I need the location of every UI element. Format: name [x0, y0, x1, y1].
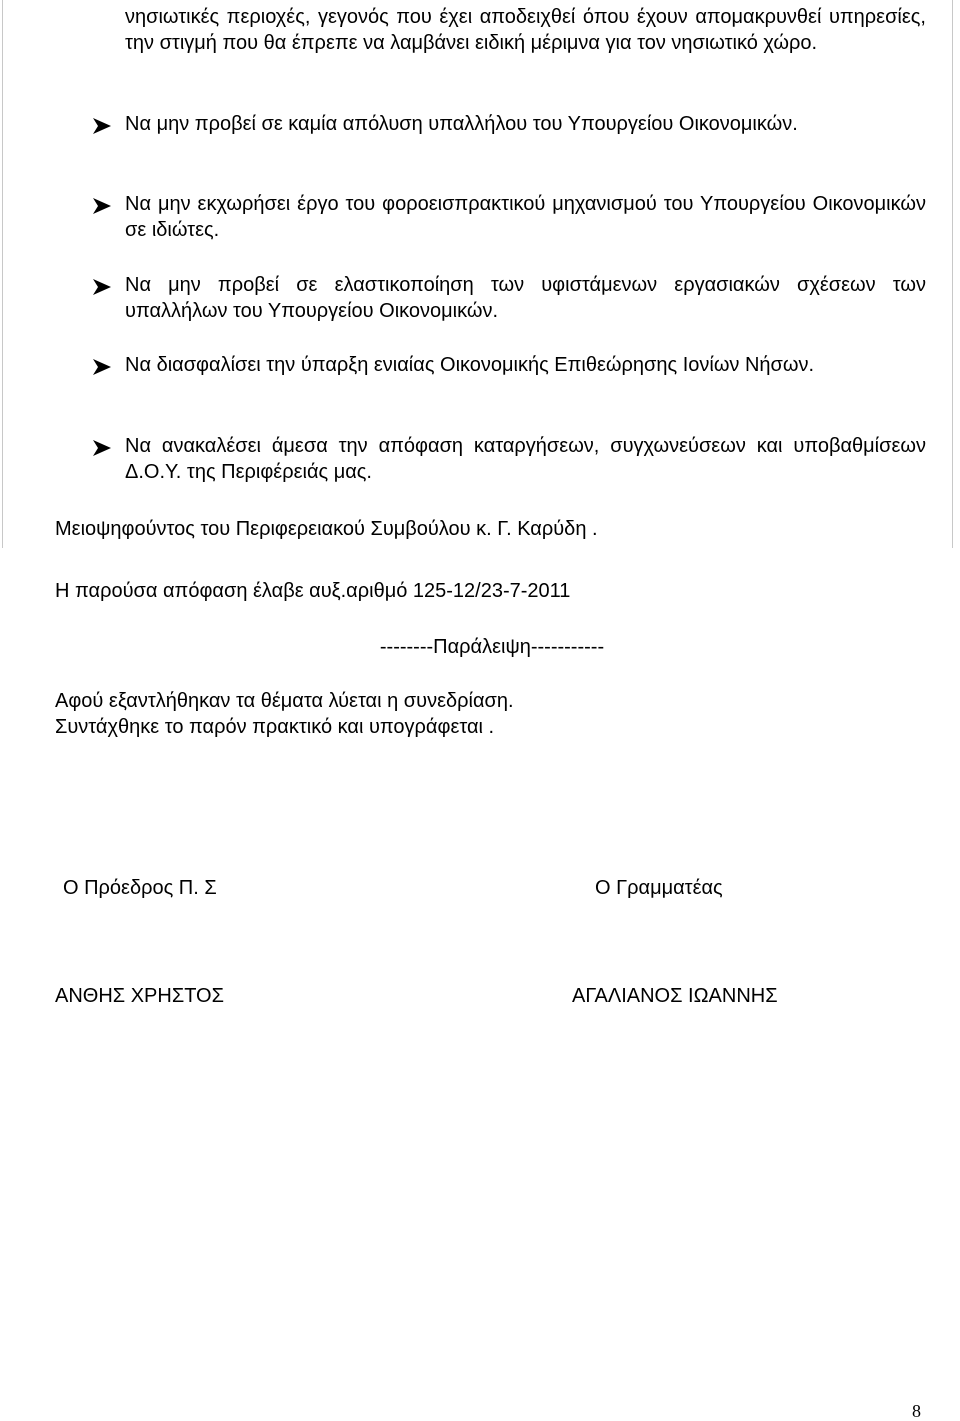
demand-item-3: Να μην προβεί σε ελαστικοποίηση των υφιστάμενων εργασιακών σχέσεων των υπαλλήλων του Υπουργείου Οικονομικών.	[125, 274, 926, 322]
continuation-paragraph: νησιωτικές περιοχές, γεγονός που έχει αποδειχθεί όπου έχουν απομακρυνθεί υπηρεσίες, την στιγμή που θα έπρεπε να λαμβάνει ειδική μέριμνα για τον νησιωτικό χώρο.	[125, 6, 926, 54]
omission-marker: --------Παράλειψη-----------	[379, 636, 605, 658]
arrow-bullet-icon	[92, 358, 112, 376]
arrow-bullet-icon	[92, 278, 112, 296]
page-frame-right-border	[952, 0, 953, 548]
demand-item-2: Να μην εκχωρήσει έργο του φοροεισπρακτικού μηχανισμού του Υπουργείου Οικονομικών σε ιδιώτες.	[125, 193, 926, 241]
demand-item-1: Να μην προβεί σε καμία απόλυση υπαλλήλου του Υπουργείου Οικονομικών.	[125, 113, 798, 135]
president-name: ΑΝΘΗΣ ΧΡΗΣΤΟΣ	[55, 985, 224, 1007]
decision-number-line: Η παρούσα απόφαση έλαβε αυξ.αριθμό 125-12/23-7-2011	[55, 580, 571, 602]
demand-item-4: Να διασφαλίσει την ύπαρξη ενιαίας Οικονομικής Επιθεώρησης Ιονίων Νήσων.	[125, 354, 815, 376]
closing-line-2: Συντάχθηκε το παρόν πρακτικό και υπογράφεται .	[55, 716, 495, 738]
minority-vote-line: Μειοψηφούντος του Περιφερειακού Συμβούλου κ. Γ. Καρύδη .	[55, 518, 598, 540]
page-frame-left-border	[2, 0, 3, 548]
secretary-title: Ο Γραμματέας	[595, 877, 723, 899]
secretary-name: ΑΓΑΛΙΑΝΟΣ ΙΩΑΝΝΗΣ	[572, 985, 778, 1007]
arrow-bullet-icon	[92, 197, 112, 215]
president-title: Ο Πρόεδρος Π. Σ	[63, 877, 217, 899]
closing-line-1: Αφού εξαντλήθηκαν τα θέματα λύεται η συνεδρίαση.	[55, 690, 514, 712]
arrow-bullet-icon	[92, 439, 112, 457]
demand-item-5: Να ανακαλέσει άμεσα την απόφαση καταργήσεων, συγχωνεύσεων και υποβαθμίσεων Δ.Ο.Υ. της Περιφέρειάς μας.	[125, 435, 926, 483]
page-number: 8	[912, 1401, 921, 1421]
arrow-bullet-icon	[92, 117, 112, 135]
